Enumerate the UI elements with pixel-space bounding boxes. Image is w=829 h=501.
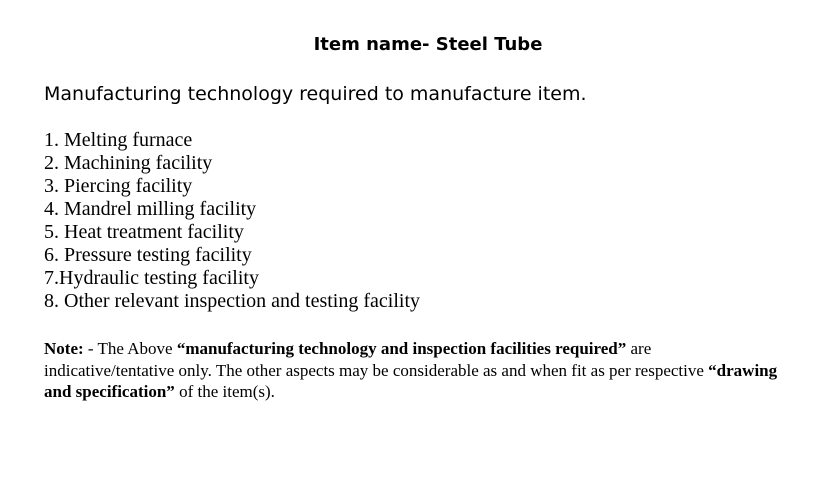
note-emphasis: “drawing and specification” xyxy=(44,360,778,401)
note-paragraph xyxy=(44,338,784,403)
list-item: 4. Mandrel milling facility xyxy=(44,198,257,220)
item-title: Item name- Steel Tube xyxy=(313,34,543,55)
list-item: 6. Pressure testing facility xyxy=(44,244,252,266)
note-label: Note: xyxy=(44,339,84,358)
manufacturing-technology-heading: Manufacturing technology required to manufacture item. xyxy=(44,83,587,105)
facility-list xyxy=(44,129,420,313)
list-item: 1. Melting furnace xyxy=(44,129,193,151)
note-text: are indicative/tentative only. The other aspects may be considerable as and when fit as per respective xyxy=(44,339,709,380)
list-item: 5. Heat treatment facility xyxy=(44,221,244,243)
list-item: 7.Hydraulic testing facility xyxy=(44,267,259,289)
list-item: 8. Other relevant inspection and testing facility xyxy=(44,290,420,312)
list-item: 2. Machining facility xyxy=(44,152,213,174)
note-text: of the item(s). xyxy=(174,382,275,401)
note-text: - The Above xyxy=(83,339,177,358)
note-emphasis: “manufacturing technology and inspection facilities required” xyxy=(176,339,627,358)
list-item: 3. Piercing facility xyxy=(44,175,193,197)
